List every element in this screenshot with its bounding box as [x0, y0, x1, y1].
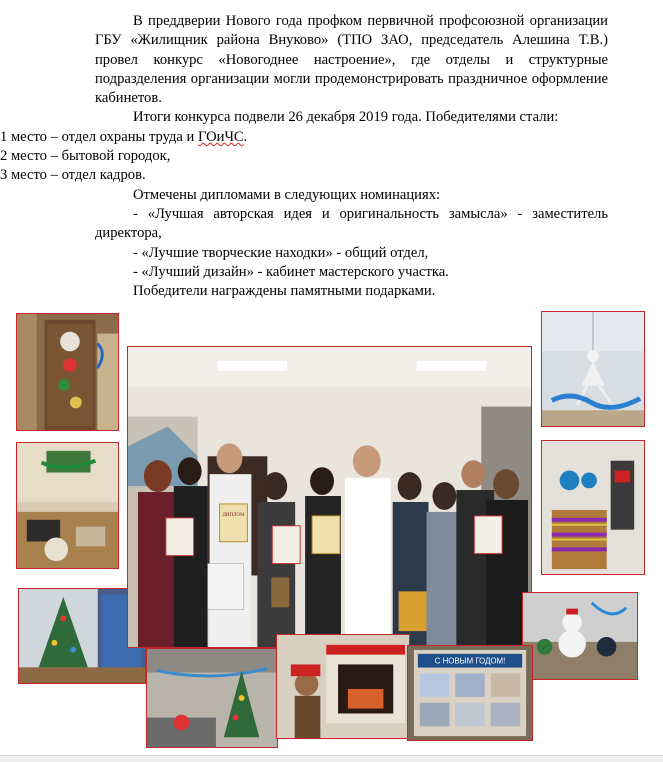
- place-1-suffix: .: [243, 128, 248, 145]
- diplomas-intro: Отмечены дипломами в следующих номинациях:: [133, 186, 441, 203]
- article-text: [0, 12, 608, 301]
- board-banner: С НОВЫМ ГОДОМ!: [434, 656, 506, 666]
- place-1-prefix: 1 место – отдел охраны труда и: [0, 128, 199, 145]
- photo-fireplace: [276, 634, 410, 739]
- results-intro: Итоги конкурса подвели 26 декабря 2019 года. Победителями стали:: [133, 109, 559, 126]
- certificate-caption: ДИПЛОМ: [222, 512, 245, 518]
- nomination-1: - «Лучшая авторская идея и оригинальность замысла» - заместитель директора,: [95, 205, 608, 242]
- photo-snowman-table: [522, 592, 638, 680]
- place-1: [0, 128, 608, 147]
- paragraph-intro: В преддверии Нового года профком первичной профсоюзной организации ГБУ «Жилищник района Внуково» (ТПО ЗАО, председатель Алешина Т.В.) провел конкурс «Новогоднее настроение», где отделы и структурные подразделения организации могли продемонстрировать праздничное оформление кабинетов.: [95, 13, 608, 107]
- place-1-abbrev: ГОиЧС: [198, 128, 244, 145]
- photo-group-winners: [127, 346, 532, 648]
- nomination-3: - «Лучший дизайн» - кабинет мастерского участка.: [133, 263, 449, 280]
- photo-decorated-door: [16, 313, 119, 431]
- photo-tree-corner: [146, 648, 278, 748]
- photo-new-year-board: [407, 645, 533, 741]
- nomination-2: - «Лучшие творческие находки» - общий отдел,: [133, 244, 429, 261]
- closing-line: Победители награждены памятными подарками.: [133, 283, 436, 300]
- place-3: 3 место – отдел кадров.: [0, 167, 146, 184]
- photo-office-desk: [16, 442, 119, 569]
- photo-ballerina-decor: [541, 311, 645, 427]
- photo-office-tinsel: [541, 440, 645, 575]
- place-2: 2 место – бытовой городок,: [0, 148, 171, 165]
